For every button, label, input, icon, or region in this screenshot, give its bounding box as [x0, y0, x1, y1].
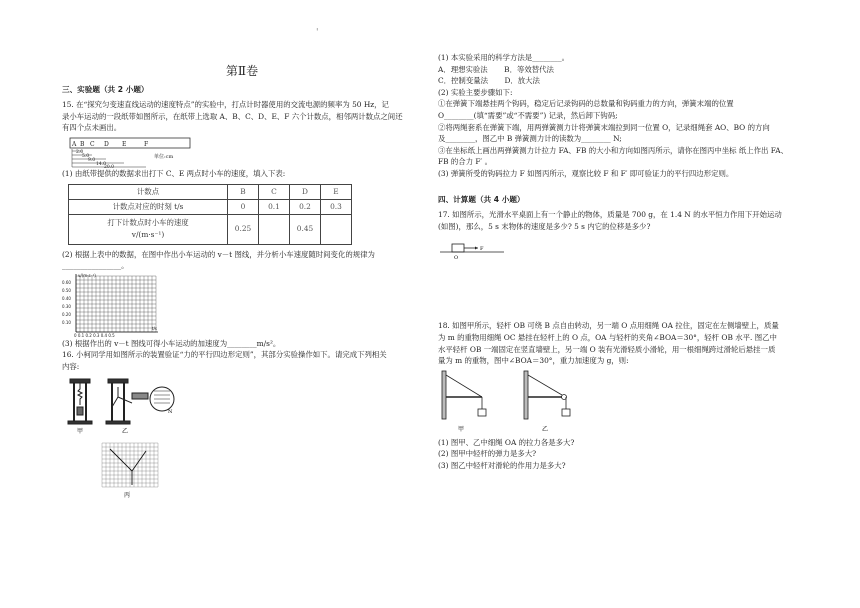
table-cell-vel-d: 0.45: [290, 214, 321, 244]
option-d: D．放大法: [504, 76, 540, 86]
q15-part2-line1: (2) 根据上表中的数据，在图中作出小车运动的 v－t 图线，并分析小车速度随时间变化的规律为: [62, 249, 375, 259]
q16-options-cd: [438, 75, 798, 87]
q18-text-4: 量为 m 的重物，图中∠BOA＝30°，重力加速度为 g，则:: [438, 356, 629, 366]
step1-line2: O________(填“需要”或“不需要”) 记录，然后卸下钩码;: [438, 110, 618, 120]
tape-mark-3: 9.0: [88, 157, 96, 163]
header-mark: ': [316, 28, 319, 38]
graph-ytick-3: 0.40: [62, 295, 71, 301]
q15-text-3: 有四个点未画出。: [62, 123, 122, 133]
q17-origin-label: O: [454, 255, 459, 262]
step2-line2: 及________，图乙中 B 弹簧测力计的读数为________ N;: [438, 134, 622, 144]
q18-part2: (2) 图甲中轻杆的弹力是多大?: [438, 449, 537, 459]
q18-text-1: 18. 如图甲所示，轻杆 OB 可绕 B 点自由转动，另一端 O 点用细绳 OA 拉住，固定在左侧墙壁上，质量: [438, 321, 779, 331]
block-on-table-figure: [438, 232, 508, 262]
force-experiment-figure: [62, 373, 212, 499]
table-header-d: D: [290, 184, 321, 199]
option-a: A．理想实验法: [438, 64, 488, 74]
step3-line2: FB 的合力 F′ 。: [438, 157, 492, 167]
rod-jia: [442, 371, 486, 419]
fig18-label-jia: 甲: [458, 425, 465, 433]
table-row-time-label: 计数点对应的时刻 t/s: [69, 199, 228, 214]
step2-line1: ②将两绳套系在弹簧下端，用两弹簧测力计将弹簧末端拉到同一位置 O，记录细绳套 AO、BO 的方向: [438, 122, 770, 132]
tape-label-a: A: [72, 140, 77, 148]
tape-label-e: E: [122, 140, 127, 148]
table-cell-time-b: 0: [228, 199, 259, 214]
tape-mark-5: 20.0: [104, 164, 115, 168]
graph-ytick-6: 0.10: [62, 319, 71, 325]
graph-ytick-5: 0.20: [62, 311, 71, 317]
q15-text-2: 录小车运动的一段纸带如图所示，在纸带上选取 A、B、C、D、E、F 六个计数点，相邻两计数点之间还: [62, 111, 403, 121]
apparatus-yi: [106, 379, 174, 424]
left-column: [62, 62, 422, 499]
q16-part3: (3) 弹簧所受的钩码拉力 F 如图丙所示，观察比较 F 和 F′ 即可验证力的平行四边形定则。: [438, 168, 734, 178]
table-header-b: B: [228, 184, 259, 199]
graph-ytick-4: 0.30: [62, 303, 71, 309]
table-cell-time-e: 0.3: [321, 199, 352, 214]
graph-ytick-2: 0.50: [62, 287, 71, 293]
tape-mark-2: 5.0: [82, 153, 90, 159]
velocity-table: [68, 184, 352, 245]
apparatus-jia: [68, 379, 92, 424]
fig-label-yi: 乙: [122, 427, 129, 435]
tape-unit: 单位:cm: [154, 153, 174, 160]
q18-part3: (3) 图乙中轻杆对滑轮的作用力是多大?: [438, 460, 566, 470]
q18-part1: (1) 图甲、乙中细绳 OA 的拉力各是多大?: [438, 437, 575, 447]
q16-text-1: 16. 小柯同学用如图所示的装置验证“力的平行四边形定则”，其部分实验操作如下。请完成下列相关: [62, 350, 387, 360]
paper-tape-figure: [62, 134, 192, 168]
step1-line1: ①在弹簧下端悬挂两个钩码，稳定后记录钩码的总数量和钩码重力的方向，弹簧末端的位置: [438, 99, 734, 109]
fig-label-bing: 丙: [124, 491, 131, 499]
tape-label-f: F: [144, 140, 149, 148]
fig18-label-yi: 乙: [542, 425, 549, 433]
step3-line1: ③在坐标纸上画出两弹簧测力计拉力 FA、FB 的大小和方向如图丙所示，请你在图丙中坐标 纸上作出 FA、: [438, 145, 789, 155]
rod-yi: [524, 371, 570, 419]
table-cell-time-c: 0.1: [259, 199, 290, 214]
section-3-heading: 三、实验题（共 2 小题）: [62, 84, 149, 94]
graph-y-label: v/(m·s⁻¹): [78, 272, 96, 278]
q18-text-3: 水平轻杆 OB 一端固定在竖直墙壁上，另一端 O 装有光滑轻质小滑轮，用一根细绳跨过滑轮后悬挂一质: [438, 344, 776, 354]
vt-grid-figure: [62, 272, 162, 338]
table-cell-vel-c: [259, 214, 290, 244]
rod-rope-figure: [438, 367, 618, 437]
q17-force-label: F: [480, 246, 484, 253]
table-cell-vel-b: 0.25: [228, 214, 259, 244]
table-header-point: 计数点: [69, 184, 228, 199]
graph-x-label: t/s: [152, 325, 157, 331]
table-header-c: C: [259, 184, 290, 199]
q15-part1: (1) 由纸带提供的数据求出打下 C、E 两点时小车的速度，填入下表:: [62, 168, 286, 178]
graph-xticks: 0 0.1 0.2 0.3 0.4 0.5: [74, 332, 115, 338]
table-header-e: E: [321, 184, 352, 199]
graph-ytick-1: 0.60: [62, 279, 71, 285]
velocity-label-line1: 打下计数点时小车的速度: [107, 218, 189, 228]
q16-part2: (2) 实验主要步骤如下:: [438, 87, 513, 97]
fig-unit-n: N: [168, 408, 173, 415]
fig-label-jia: 甲: [77, 427, 84, 435]
option-b: B．等效替代法: [504, 64, 554, 74]
right-column: [438, 52, 798, 471]
tape-mark-1: 2.0: [76, 149, 84, 155]
q16-options-ab: [438, 64, 798, 76]
q16-part1: (1) 本实验采用的科学方法是________。: [438, 53, 570, 62]
q15-part3: (3) 根据作出的 v－t 图线可得小车运动的加速度为________m/s²。: [62, 338, 281, 348]
section-4-heading: 四、计算题（共 4 小题）: [438, 194, 525, 204]
tape-label-b: B: [80, 140, 85, 148]
velocity-label-line2: v/(m·s⁻¹): [131, 230, 165, 240]
q15-text-1: 15. 在“探究匀变速直线运动的速度特点”的实验中，打点计时器使用的交流电源的频率为 50 Hz，记: [62, 100, 389, 110]
q18-text-2: 为 m 的重物用细绳 OC 悬挂在轻杆上的 O 点，OA 与轻杆的夹角∠BOA＝30°，轻杆 OB 水平. 图乙中: [438, 332, 777, 342]
q15-part2-line2: ________________。: [62, 261, 129, 271]
table-cell-time-d: 0.2: [290, 199, 321, 214]
tape-label-d: D: [104, 140, 109, 148]
table-cell-vel-e: [321, 214, 352, 244]
q16-text-2: 内容:: [62, 361, 80, 371]
q17-text-1: 17. 如图所示，光滑水平桌面上有一个静止的物体，质量是 700 g，在 1.4 N 的水平恒力作用下开始运动: [438, 210, 782, 220]
table-row-velocity-label: [69, 214, 228, 244]
part-title: 第Ⅱ卷: [225, 64, 259, 78]
q17-text-2: (如图)，那么，5 s 末物体的速度是多少? 5 s 内它的位移是多少?: [438, 221, 651, 231]
tape-label-c: C: [90, 140, 95, 148]
option-c: C．控制变量法: [438, 76, 488, 86]
tape-mark-4: 14.0: [96, 161, 107, 167]
